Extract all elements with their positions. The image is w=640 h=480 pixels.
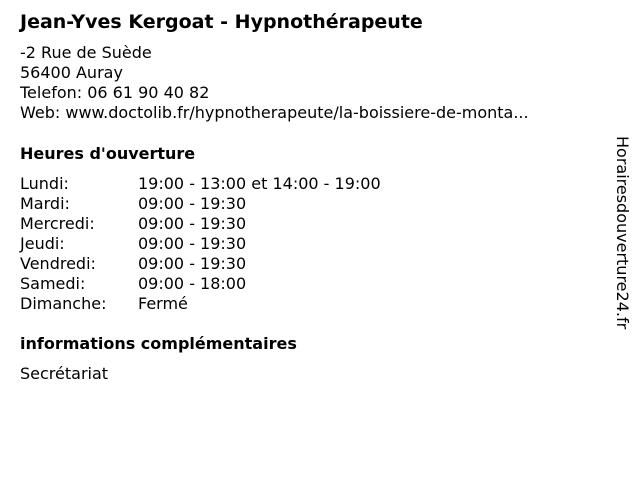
city-postcode: 56400 Auray xyxy=(20,63,123,82)
website-link[interactable]: Web: www.doctolib.fr/hypnotherapeute/la-boissiere-de-monta... xyxy=(20,103,529,122)
time-value: 09:00 - 19:30 xyxy=(138,194,247,213)
day-label: Jeudi: xyxy=(20,234,65,253)
day-label: Mercredi: xyxy=(20,214,95,233)
additional-info-text: Secrétariat xyxy=(20,364,109,383)
site-watermark: Horairesdouverture24.fr xyxy=(613,136,632,330)
time-value: 09:00 - 19:30 xyxy=(138,254,247,273)
phone-number[interactable]: Telefon: 06 61 90 40 82 xyxy=(20,83,210,102)
day-label: Samedi: xyxy=(20,274,86,293)
address-block xyxy=(20,43,529,123)
time-value: 09:00 - 18:00 xyxy=(138,274,247,293)
time-value: 09:00 - 19:30 xyxy=(138,234,247,253)
time-value: 09:00 - 19:30 xyxy=(138,214,247,233)
page-title: Jean-Yves Kergoat - Hypnothérapeute xyxy=(20,11,423,33)
time-value: 19:00 - 13:00 et 14:00 - 19:00 xyxy=(138,174,381,193)
day-label: Lundi: xyxy=(20,174,69,193)
time-value: Fermé xyxy=(138,294,188,313)
opening-hours-heading: Heures d'ouverture xyxy=(20,144,196,163)
day-label: Vendredi: xyxy=(20,254,96,273)
street-address: -2 Rue de Suède xyxy=(20,43,152,62)
additional-info-heading: informations complémentaires xyxy=(20,334,297,353)
day-label: Mardi: xyxy=(20,194,70,213)
day-label: Dimanche: xyxy=(20,294,107,313)
